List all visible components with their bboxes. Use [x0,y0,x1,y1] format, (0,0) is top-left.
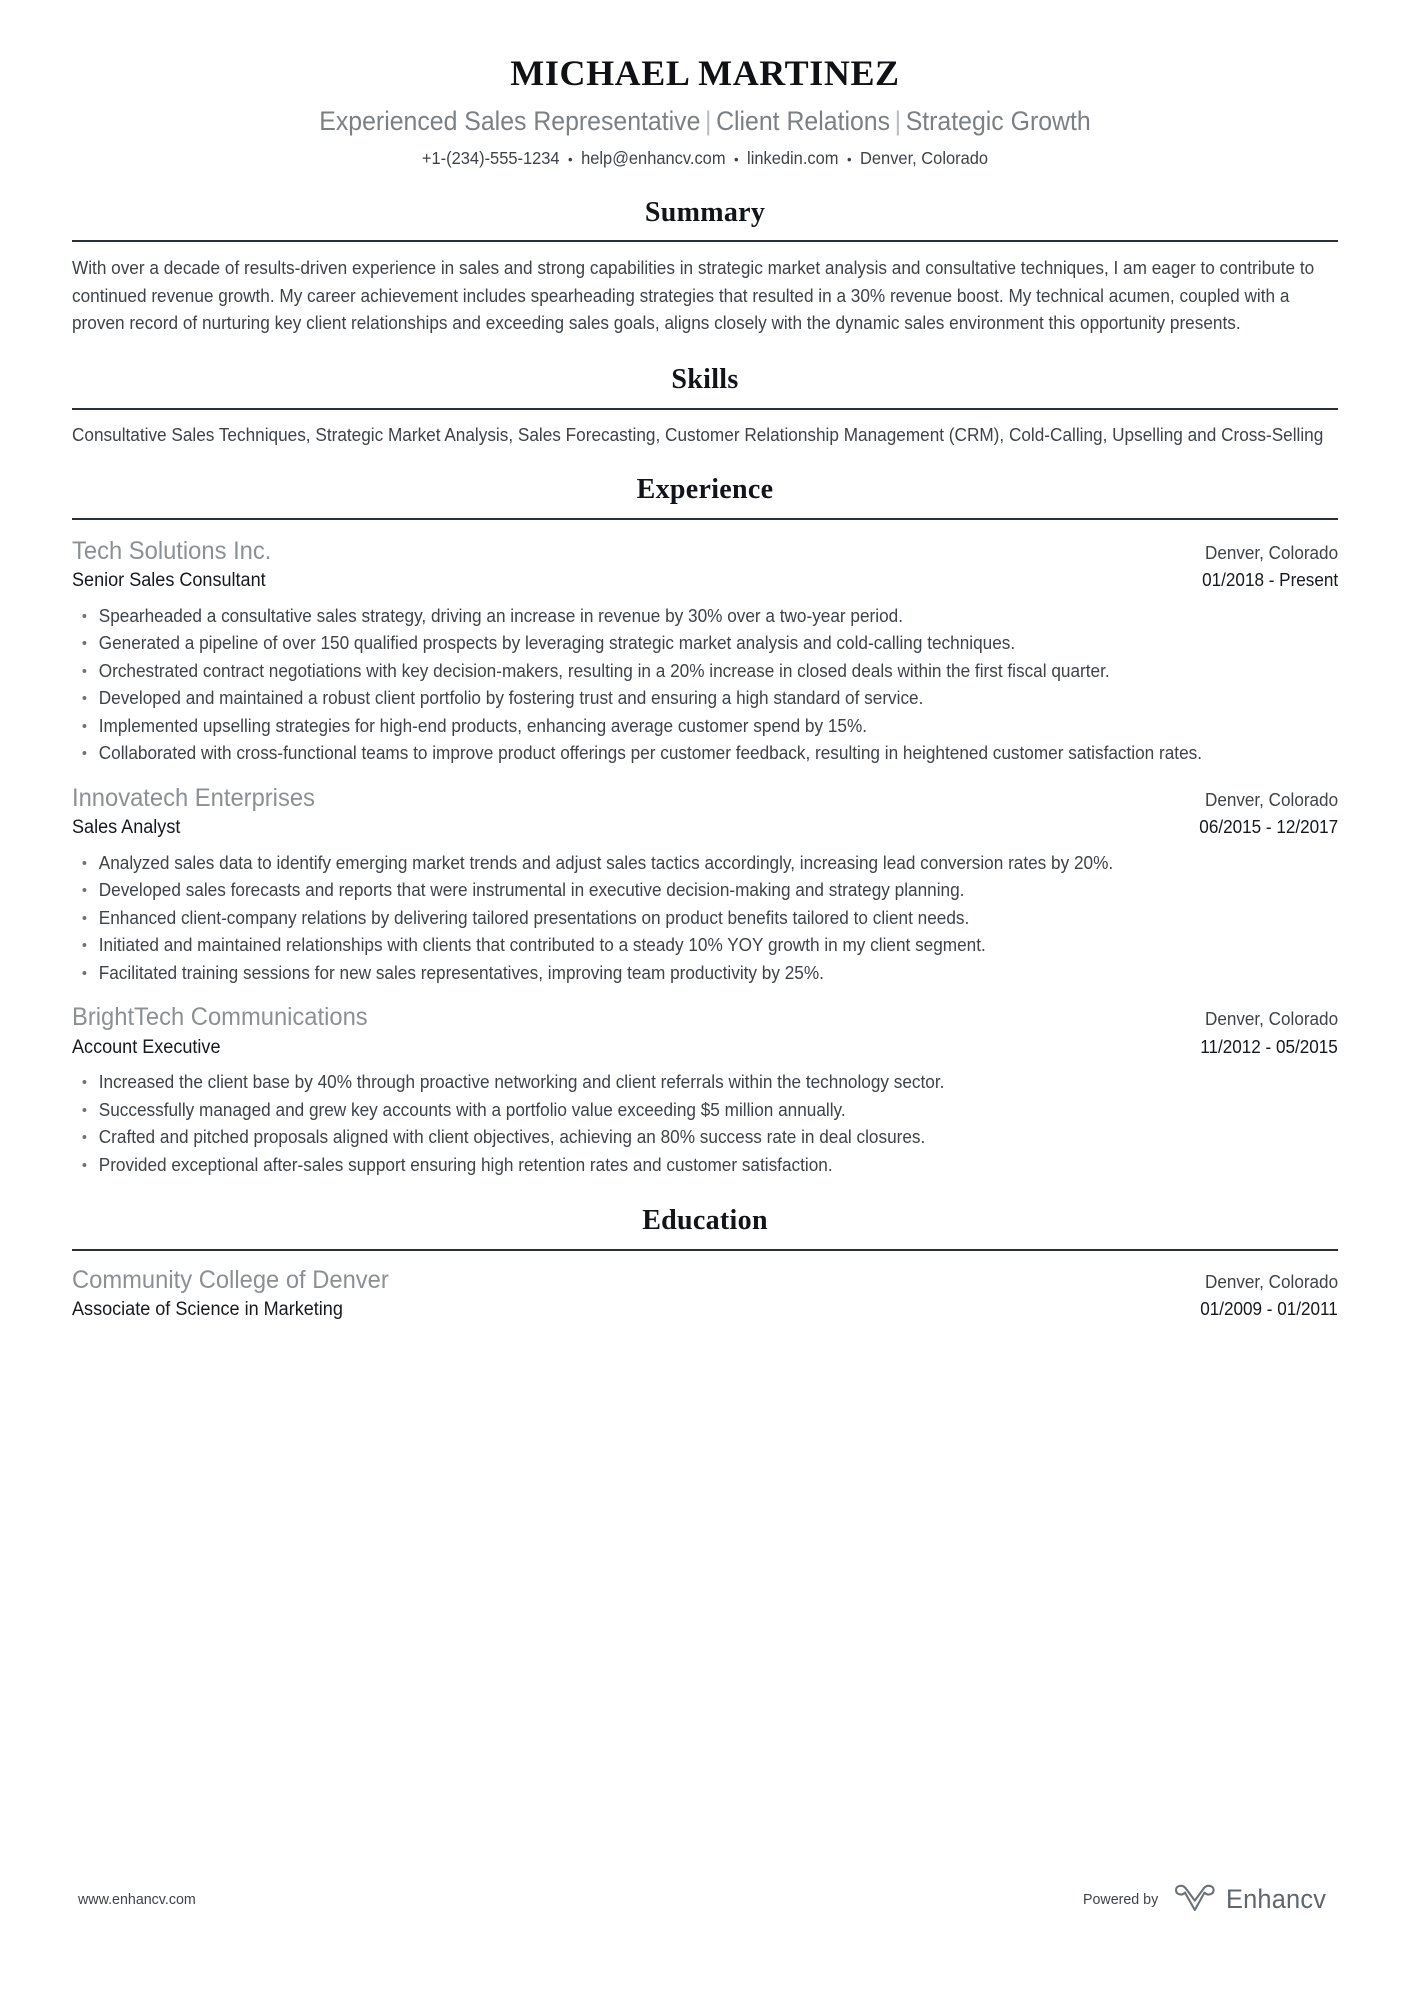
section-skills [72,363,1338,447]
enhancv-wordmark: Enhancv [1225,1884,1326,1914]
list-item: Facilitated training sessions for new sales representatives, improving team productivity by 25%. [72,960,1338,986]
section-education [72,1204,1338,1323]
company-name: Tech Solutions Inc. [72,536,272,565]
list-item: Provided exceptional after-sales support ensuring high retention rates and customer satisfaction. [72,1152,1338,1178]
company-name: Innovatech Enterprises [72,783,315,812]
job-location: Denver, Colorado [1204,542,1338,563]
list-item: Collaborated with cross-functional teams to improve product offerings per customer feedback, resulting in heightened customer satisfaction rates. [72,740,1338,766]
enhancv-mark-icon [1173,1882,1217,1917]
skills-list: Consultative Sales Techniques, Strategic Market Analysis, Sales Forecasting, Customer Relationship Management (CRM), Cold-Calling, Upselling and Cross-Selling [72,424,1324,445]
headline-separator: | [705,106,712,137]
list-item: Developed and maintained a robust client portfolio by fostering trust and ensuring a high standard of service. [72,685,1338,711]
list-item: Orchestrated contract negotiations with key decision-makers, resulting in a 20% increase in closed deals within the first fiscal quarter. [72,658,1338,684]
list-item: Enhanced client-company relations by delivering tailored presentations on product benefits tailored to client needs. [72,905,1338,931]
list-item: Successfully managed and grew key accounts with a portfolio value exceeding $5 million annually. [72,1097,1338,1123]
experience-entry [72,783,1338,986]
experience-entry [72,1002,1338,1178]
section-summary [72,196,1338,338]
contact-separator-icon: • [846,151,852,168]
section-title-experience: Experience [636,474,774,506]
contact-phone: +1-(234)-555-1234 [421,147,560,168]
contact-info [110,147,1300,170]
headline-part-0: Experienced Sales Representative [319,106,701,137]
section-title-education: Education [642,1205,768,1237]
job-title: Senior Sales Consultant [72,570,266,592]
list-item: Increased the client base by 40% through proactive networking and client referrals within the technology sector. [72,1069,1338,1095]
section-title-skills: Skills [671,364,739,396]
summary-text: With over a decade of results-driven experience in sales and strong capabilities in strategic market analysis and consultative techniques, I am eager to contribute to continued revenue growth. My career achievement includes spearheading strategies that resulted in a 30% revenue boost. My technical acumen, coupled with a proven record of nurturing key client relationships and exceeding sales goals, aligns closely with the dynamic sales environment this opportunity presents. [72,258,1315,333]
resume-header [72,0,1338,170]
footer-website-url[interactable]: www.enhancv.com [78,1891,196,1908]
job-bullet-list [72,850,1338,986]
company-name: BrightTech Communications [72,1003,368,1032]
job-dates: 06/2015 - 12/2017 [1199,817,1338,838]
list-item: Initiated and maintained relationships with clients that contributed to a steady 10% YOY growth in my client segment. [72,932,1338,958]
headline-part-2: Strategic Growth [905,106,1091,137]
job-dates: 11/2012 - 05/2015 [1200,1036,1338,1057]
section-experience [72,473,1338,1178]
school-name: Community College of Denver [72,1265,389,1294]
job-location: Denver, Colorado [1204,1009,1338,1030]
degree-title: Associate of Science in Marketing [72,1299,343,1321]
contact-linkedin[interactable]: linkedin.com [747,147,839,168]
list-item: Crafted and pitched proposals aligned with client objectives, achieving an 80% success rate in deal closures. [72,1124,1338,1150]
headline-separator: | [894,106,902,137]
school-location: Denver, Colorado [1204,1271,1338,1292]
contact-separator-icon: • [733,151,739,168]
list-item: Generated a pipeline of over 150 qualified prospects by leveraging strategic market analysis and cold-calling techniques. [72,630,1338,656]
list-item: Developed sales forecasts and reports that were instrumental in executive decision-making and strategy planning. [72,877,1338,903]
section-divider [72,1249,1338,1251]
job-title: Account Executive [72,1036,221,1058]
page-footer [0,1882,1410,1917]
contact-email[interactable]: help@enhancv.com [581,147,726,168]
section-divider [72,240,1338,242]
section-title-summary: Summary [644,196,766,228]
page-title: MICHAEL MARTINEZ [510,53,900,93]
list-item: Spearheaded a consultative sales strategy, driving an increase in revenue by 30% over a two-year period. [72,603,1338,629]
education-entry [72,1265,1338,1323]
section-divider [72,408,1338,410]
job-dates: 01/2018 - Present [1202,570,1338,591]
education-dates: 01/2009 - 01/2011 [1200,1299,1338,1320]
job-bullet-list [72,603,1338,767]
professional-headline [123,105,1288,139]
job-title: Sales Analyst [72,817,181,839]
contact-location: Denver, Colorado [860,147,989,168]
powered-by-label: Powered by [1083,1891,1159,1908]
enhancv-logo [1173,1882,1332,1917]
section-divider [72,518,1338,520]
experience-entry [72,536,1338,767]
job-location: Denver, Colorado [1204,789,1338,810]
list-item: Analyzed sales data to identify emerging market trends and adjust sales tactics accordingly, increasing lead conversion rates by 20%. [72,850,1338,876]
list-item: Implemented upselling strategies for high-end products, enhancing average customer spend by 15%. [72,713,1338,739]
headline-part-1: Client Relations [716,106,891,137]
contact-separator-icon: • [568,151,573,168]
job-bullet-list [72,1069,1338,1178]
